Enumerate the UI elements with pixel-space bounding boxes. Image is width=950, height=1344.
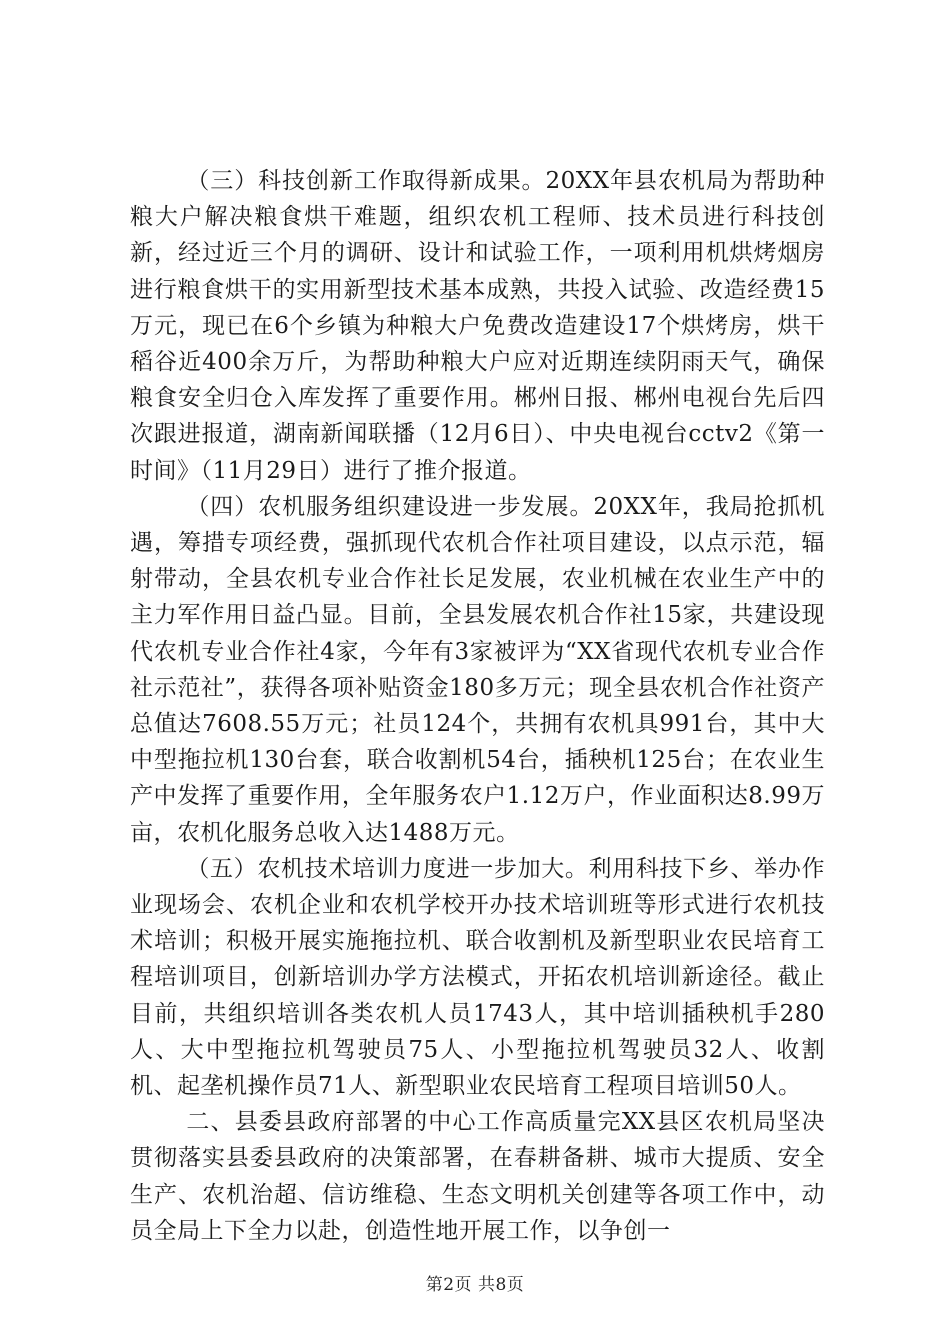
paragraph-central-work: 二、县委县政府部署的中心工作高质量完XX县区农机局坚决贯彻落实县委县政府的决策部署，在春耕备耕、城市大提质、安全生产、农机治超、信访维稳、生态文明机关创建等各项工作中，动员全局上下全力以赴，创造性地开展工作，以争创一 (130, 1109, 825, 1244)
paragraph-technical-training: （五）农机技术培训力度进一步加大。利用科技下乡、举办作业现场会、农机企业和农机学校开办技术培训班等形式进行农机技术培训；积极开展实施拖拉机、联合收割机及新型职业农民培育工程培训项目，创新培训办学方法模式，开拓农机培训新途径。截止目前，共组织培训各类农机人员1743人，其中培训插秧机手280人、大中型拖拉机驾驶员75人、小型拖拉机驾驶员32人、收割机、起垄机操作员71人、新型职业农民培育工程项目培训50人。 (130, 855, 825, 1100)
page-footer: 第2页 共8页 (425, 1275, 525, 1295)
paragraph-service-organization: （四）农机服务组织建设进一步发展。20XX年，我局抢抓机遇，筹措专项经费，强抓现代农机合作社项目建设，以点示范，辐射带动，全县农机专业合作社长足发展，农业机械在农业生产中的主力军作用日益凸显。目前，全县发展农机合作社15家，共建设现代农机专业合作社4家，今年有3家被评为“XX省现代农机专业合作社示范社”，获得各项补贴资金180多万元；现全县农机合作社资产总值达7608.55万元；社员124个，共拥有农机具991台，其中大中型拖拉机130台套，联合收割机54台，插秧机125台；在农业生产中发挥了重要作用，全年服务农户1.12万户，作业面积达8.99万亩，农机化服务总收入达1488万元。 (130, 493, 825, 846)
document-body (130, 163, 825, 1249)
paragraph-tech-innovation: （三）科技创新工作取得新成果。20XX年县农机局为帮助种粮大户解决粮食烘干难题，组织农机工程师、技术员进行科技创新，经过近三个月的调研、设计和试验工作，一项利用机烘烤烟房进行粮食烘干的实用新型技术基本成熟，共投入试验、改造经费15万元，现已在6个乡镇为种粮大户免费改造建设17个烘烤房，烘干稻谷近400余万斤，为帮助种粮大户应对近期连续阴雨天气，确保粮食安全归仓入库发挥了重要作用。郴州日报、郴州电视台先后四次跟进报道，湖南新闻联播（12月6日）、中央电视台cctv2《第一时间》（11月29日）进行了推介报道。 (130, 168, 825, 484)
